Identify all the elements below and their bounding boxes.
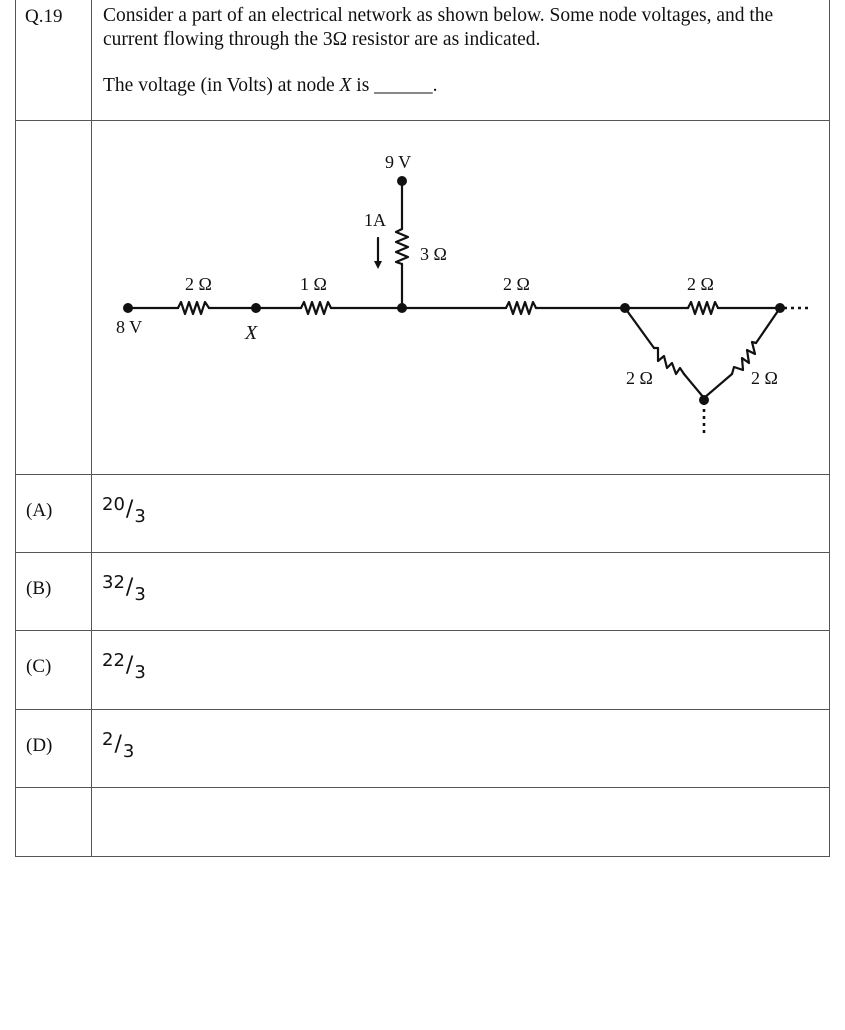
option-b-denominator: 3: [134, 584, 146, 605]
label-8v: 8 V: [116, 317, 143, 337]
option-a-denominator: 3: [134, 506, 146, 527]
wire-delta-left-upper: [625, 308, 654, 348]
resistor-2ohm-b: [506, 302, 536, 314]
label-1a: 1A: [364, 210, 386, 230]
circuit-row: [16, 121, 829, 475]
label-2ohm-c: 2 Ω: [687, 274, 714, 294]
fraction-slash: /: [125, 653, 134, 678]
option-value-d[interactable]: [102, 729, 135, 762]
resistor-3ohm: [396, 229, 408, 264]
option-row-c[interactable]: [16, 631, 829, 710]
wire-delta-right-upper: [756, 308, 780, 343]
prompt-after: is ______.: [351, 75, 438, 96]
option-row-b[interactable]: [16, 553, 829, 631]
circuit-diagram: [16, 121, 831, 474]
option-c-denominator: 3: [134, 662, 146, 683]
label-2ohm-a: 2 Ω: [185, 274, 212, 294]
label-x: X: [245, 322, 258, 344]
label-2ohm-right-diag: 2 Ω: [751, 368, 778, 388]
option-label-b: (B): [26, 578, 52, 599]
option-value-c[interactable]: [102, 650, 146, 683]
option-value-a[interactable]: [102, 494, 146, 527]
node-delta-bottom: [699, 395, 709, 405]
label-9v: 9 V: [385, 152, 412, 172]
label-2ohm-b: 2 Ω: [503, 274, 530, 294]
label-2ohm-left-diag: 2 Ω: [626, 368, 653, 388]
resistor-2ohm-c: [688, 302, 718, 314]
node-9v: [397, 176, 407, 186]
node-8v: [123, 303, 133, 313]
option-b-numerator: 32: [102, 572, 125, 593]
prompt-before: The voltage (in Volts) at node: [103, 75, 340, 96]
option-d-denominator: 3: [122, 741, 135, 762]
resistor-2ohm-a: [178, 302, 209, 314]
option-a-numerator: 20: [102, 494, 125, 515]
fraction-slash: /: [125, 497, 134, 522]
option-row-a[interactable]: [16, 475, 829, 553]
current-arrow-head: [374, 261, 382, 269]
empty-row: [16, 788, 829, 856]
node-delta-right: [775, 303, 785, 313]
prompt-var: X: [339, 75, 352, 96]
question-table: [15, 0, 830, 857]
option-row-d[interactable]: [16, 710, 829, 788]
question-number: Q.19: [25, 6, 63, 27]
wire-delta-right-lower: [704, 374, 732, 398]
question-prompt: [103, 75, 438, 97]
option-label-d: (D): [26, 735, 53, 756]
option-value-b[interactable]: [102, 572, 146, 605]
node-junction: [397, 303, 407, 313]
question-number-cell: [16, 0, 92, 120]
empty-left-cell: [16, 788, 92, 856]
option-label-a: (A): [26, 500, 53, 521]
wire-delta-left-lower: [684, 374, 704, 398]
question-text: Consider a part of an electrical network as shown below. Some node voltages, and the current flowing through the 3Ω resistor are as indicated.: [103, 5, 774, 50]
node-x: [251, 303, 261, 313]
node-delta-left: [620, 303, 630, 313]
resistor-2ohm-left-diag: [654, 348, 684, 374]
option-d-numerator: 2: [102, 729, 114, 750]
resistor-1ohm: [301, 302, 331, 314]
option-label-cell-d: [16, 710, 92, 787]
label-3ohm: 3 Ω: [420, 244, 447, 264]
option-label-cell-a: [16, 475, 92, 552]
fraction-slash: /: [114, 732, 122, 757]
question-row: [16, 0, 829, 121]
option-label-c: (C): [26, 656, 52, 677]
option-label-cell-c: [16, 631, 92, 709]
option-label-cell-b: [16, 553, 92, 630]
option-c-numerator: 22: [102, 650, 125, 671]
fraction-slash: /: [125, 575, 134, 600]
label-1ohm: 1 Ω: [300, 274, 327, 294]
